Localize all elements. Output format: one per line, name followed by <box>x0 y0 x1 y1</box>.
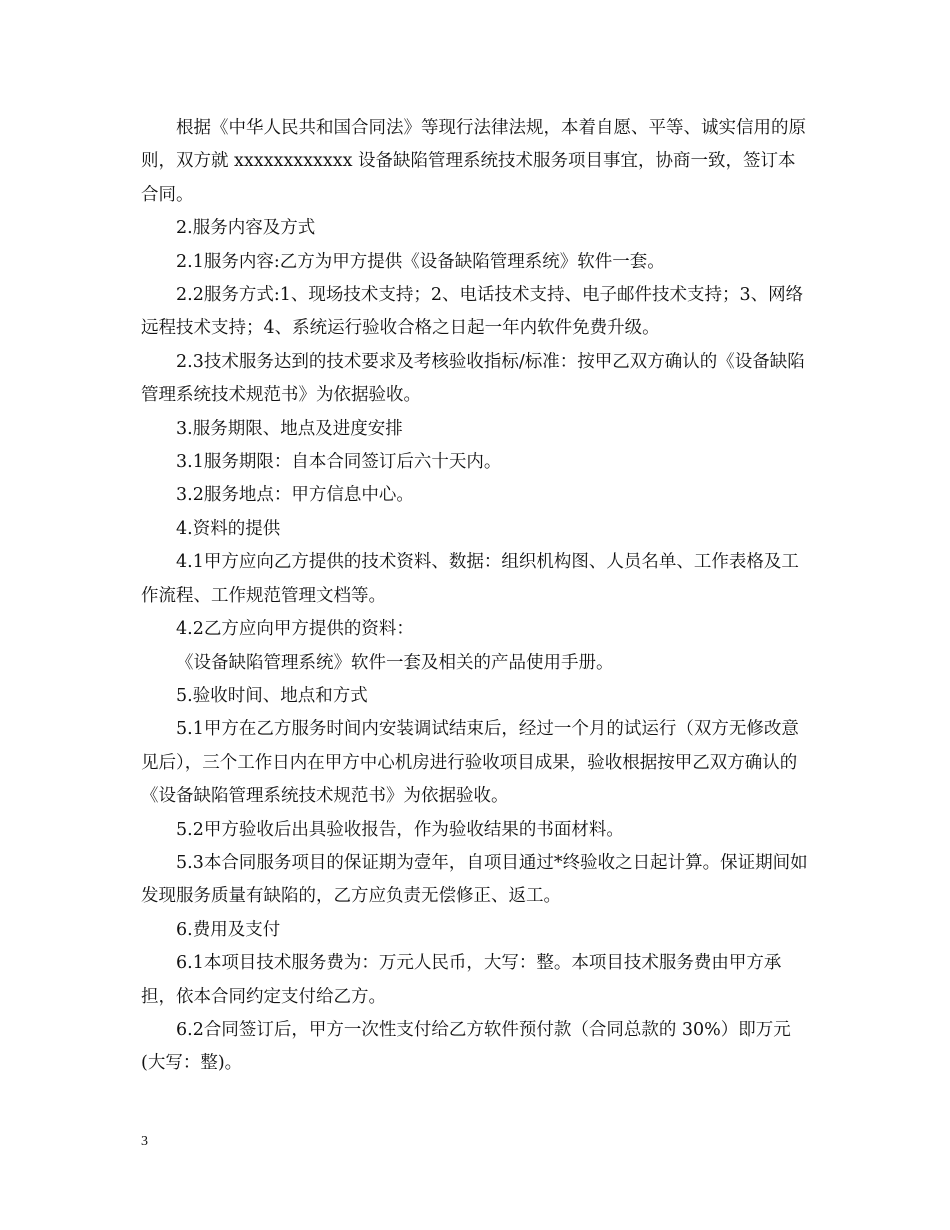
paragraph-5-1: 5.1甲方在乙方服务时间内安装调试结束后，经过一个月的试运行（双方无修改意见后），三个工作日内在甲方中心机房进行验收项目成果，验收根据按甲乙双方确认的《设备缺陷管理系统技术规范书》为依据验收。 <box>141 719 799 807</box>
paragraph-2-1: 2.1服务内容:乙方为甲方提供《设备缺陷管理系统》软件一套。 <box>176 251 665 272</box>
paragraph-preamble: 根据《中华人民共和国合同法》等现行法律法规，本着自愿、平等、诚实信用的原则，双方就 xxxxxxxxxxxx 设备缺陷管理系统技术服务项目事宜，协商一致，签订本合同。 <box>141 118 806 205</box>
page-number: 3 <box>141 1134 148 1149</box>
document-body <box>141 112 811 1081</box>
section-heading-4: 4.资料的提供 <box>176 518 281 539</box>
paragraph-4-1: 4.1甲方应向乙方提供的技术资料、数据：组织机构图、人员名单、工作表格及工作流程、工作规范管理文档等。 <box>141 552 799 606</box>
section-heading-3: 3.服务期限、地点及进度安排 <box>176 418 403 439</box>
section-heading-5: 5.验收时间、地点和方式 <box>176 685 368 706</box>
section-heading-6: 6.费用及支付 <box>176 919 281 940</box>
paragraph-3-1: 3.1服务期限：自本合同签订后六十天内。 <box>176 452 502 473</box>
paragraph-4-2-item: 《设备缺陷管理系统》软件一套及相关的产品使用手册。 <box>176 652 614 673</box>
paragraph-6-1: 6.1本项目技术服务费为：万元人民币，大写：整。本项目技术服务费由甲方承担，依本合同约定支付给乙方。 <box>141 953 782 1007</box>
paragraph-3-2: 3.2服务地点：甲方信息中心。 <box>176 485 414 506</box>
paragraph-2-2: 2.2服务方式:1、现场技术支持；2、电话技术支持、电子邮件技术支持；3、网络远程技术支持；4、系统运行验收合格之日起一年内软件免费升级。 <box>141 285 804 339</box>
paragraph-6-2: 6.2合同签订后，甲方一次性支付给乙方软件预付款（合同总款的 30%）即万元(大写：整)。 <box>141 1019 791 1074</box>
paragraph-2-3: 2.3技术服务达到的技术要求及考核验收指标/标准：按甲乙双方确认的《设备缺陷管理系统技术规范书》为依据验收。 <box>141 351 805 406</box>
paragraph-5-3: 5.3本合同服务项目的保证期为壹年，自项目通过*终验收之日起计算。保证期间如发现服务质量有缺陷的，乙方应负责无偿修正、返工。 <box>141 852 808 907</box>
paragraph-4-2: 4.2乙方应向甲方提供的资料： <box>176 619 414 640</box>
paragraph-5-2: 5.2甲方验收后出具验收报告，作为验收结果的书面材料。 <box>176 819 624 840</box>
section-heading-2: 2.服务内容及方式 <box>176 218 316 239</box>
